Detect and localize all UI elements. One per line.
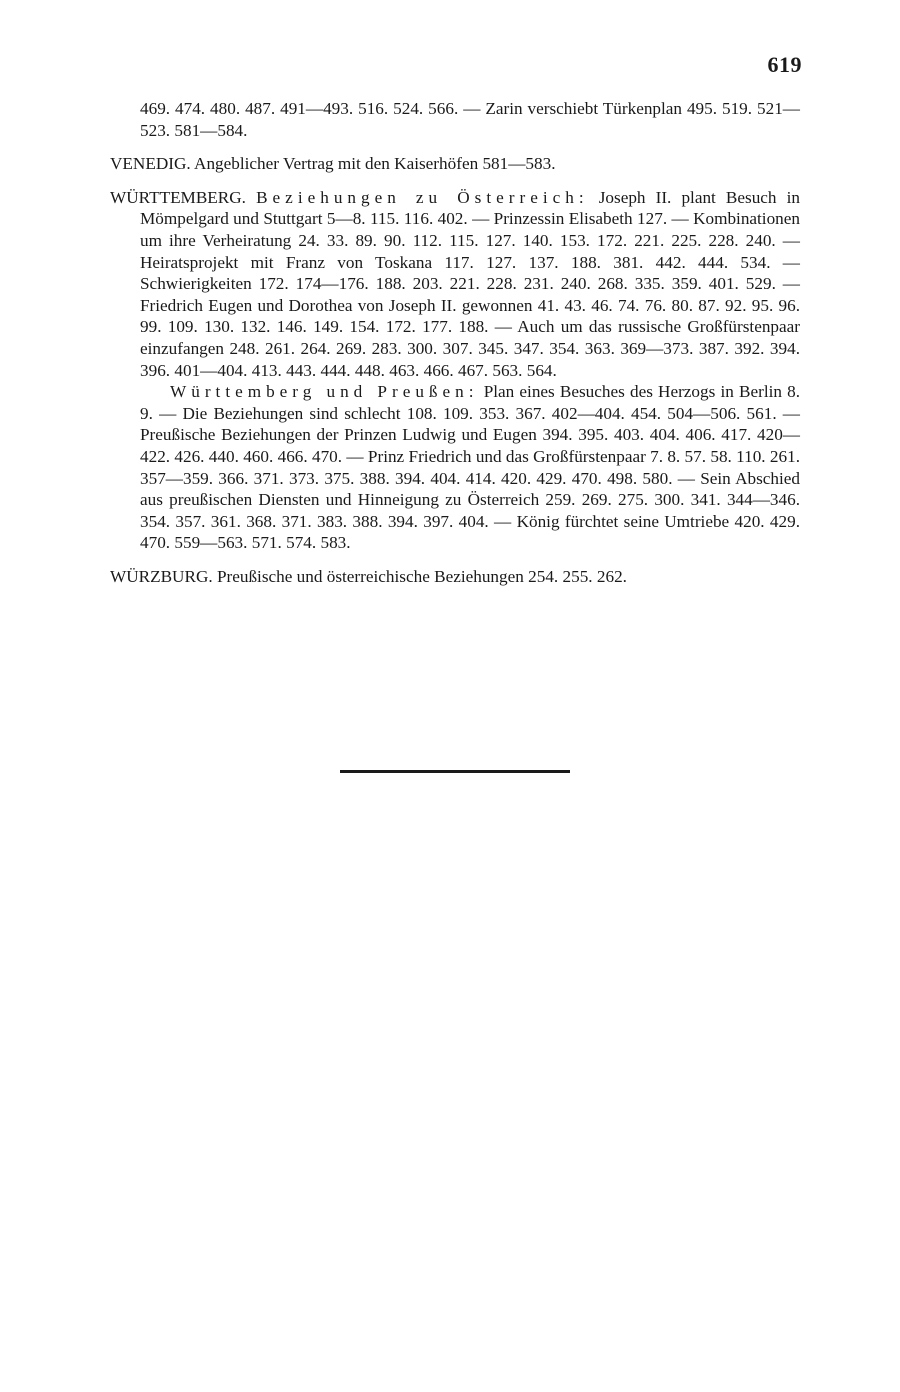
page-number: 619	[767, 52, 802, 77]
subject-label: Beziehungen zu Österreich:	[256, 187, 589, 207]
entry-body: Joseph II. plant Besuch in Mömpelgard und Stuttgart 5—8. 115. 116. 402. — Prinzessin Elisabeth 127. — Kombinationen um ihre Verheiratung 24. 33. 89. 90. 112. 115. 127. 140. 153. 172. 221. 225. 228. 240. — Heiratsprojekt mit Franz von Toskana 117. 127. 137. 188. 381. 442. 444. 534. — Schwierigkeiten 172. 174—176. 188. 203. 221. 228. 231. 240. 268. 335. 359. 401. 529. — Friedrich Eugen und Dorothea von Joseph II. gewonnen 41. 43. 46. 74. 76. 80. 87. 92. 95. 96. 99. 109. 130. 132. 146. 149. 154. 172. 177. 188. — Auch um das russische Großfürstenpaar einzufangen 248. 261. 264. 269. 283. 300. 307. 345. 347. 354. 363. 369—373. 387. 392. 394. 396. 401—404. 413. 443. 444. 448. 463. 466. 467. 563. 564.	[140, 187, 800, 380]
index-content	[110, 98, 800, 599]
end-rule	[340, 770, 570, 773]
continued-entry	[110, 98, 800, 141]
entry-text	[110, 187, 800, 381]
entry-wuerzburg	[110, 566, 800, 588]
entry-venedig	[110, 153, 800, 175]
subject-label: Württemberg und Preußen:	[170, 382, 479, 402]
sub-entry-body: Plan eines Besuches des Herzogs in Berlin 8. 9. — Die Beziehungen sind schlecht 108. 109. 353. 367. 402—404. 454. 504—506. 561. — Preußische Beziehungen der Prinzen Ludwig und Eugen 394. 395. 403. 404. 406. 417. 420—422. 426. 440. 460. 466. 470. — Prinz Friedrich und das Großfürstenpaar 7. 8. 57. 58. 110. 261. 357—359. 366. 371. 373. 375. 388. 394. 404. 414. 420. 429. 470. 498. 580. — Sein Abschied aus preußischen Diensten und Hinneigung zu Österreich 259. 269. 275. 300. 341. 344—346. 354. 357. 361. 368. 371. 383. 388. 394. 397. 404. — König fürchtet seine Umtriebe 420. 429. 470. 559—563. 571. 574. 583.	[140, 382, 801, 553]
entry-text	[110, 153, 800, 175]
entry-heading: VENEDIG.	[110, 154, 191, 174]
entry-heading: WÜRTTEMBERG.	[110, 187, 246, 207]
entry-body: Preußische und österreichische Beziehungen 254. 255. 262.	[216, 566, 627, 586]
entry-body: Angeblicher Vertrag mit den Kaiserhöfen 581—583.	[194, 154, 556, 174]
sub-entry-text	[110, 381, 800, 554]
continued-entry-text: 469. 474. 480. 487. 491—493. 516. 524. 566. — Zarin verschiebt Türkenplan 495. 519. 521—523. 581—584.	[140, 99, 800, 140]
entry-text	[110, 566, 800, 588]
entry-heading: WÜRZBURG.	[110, 566, 213, 586]
entry-wuerttemberg	[110, 187, 800, 554]
